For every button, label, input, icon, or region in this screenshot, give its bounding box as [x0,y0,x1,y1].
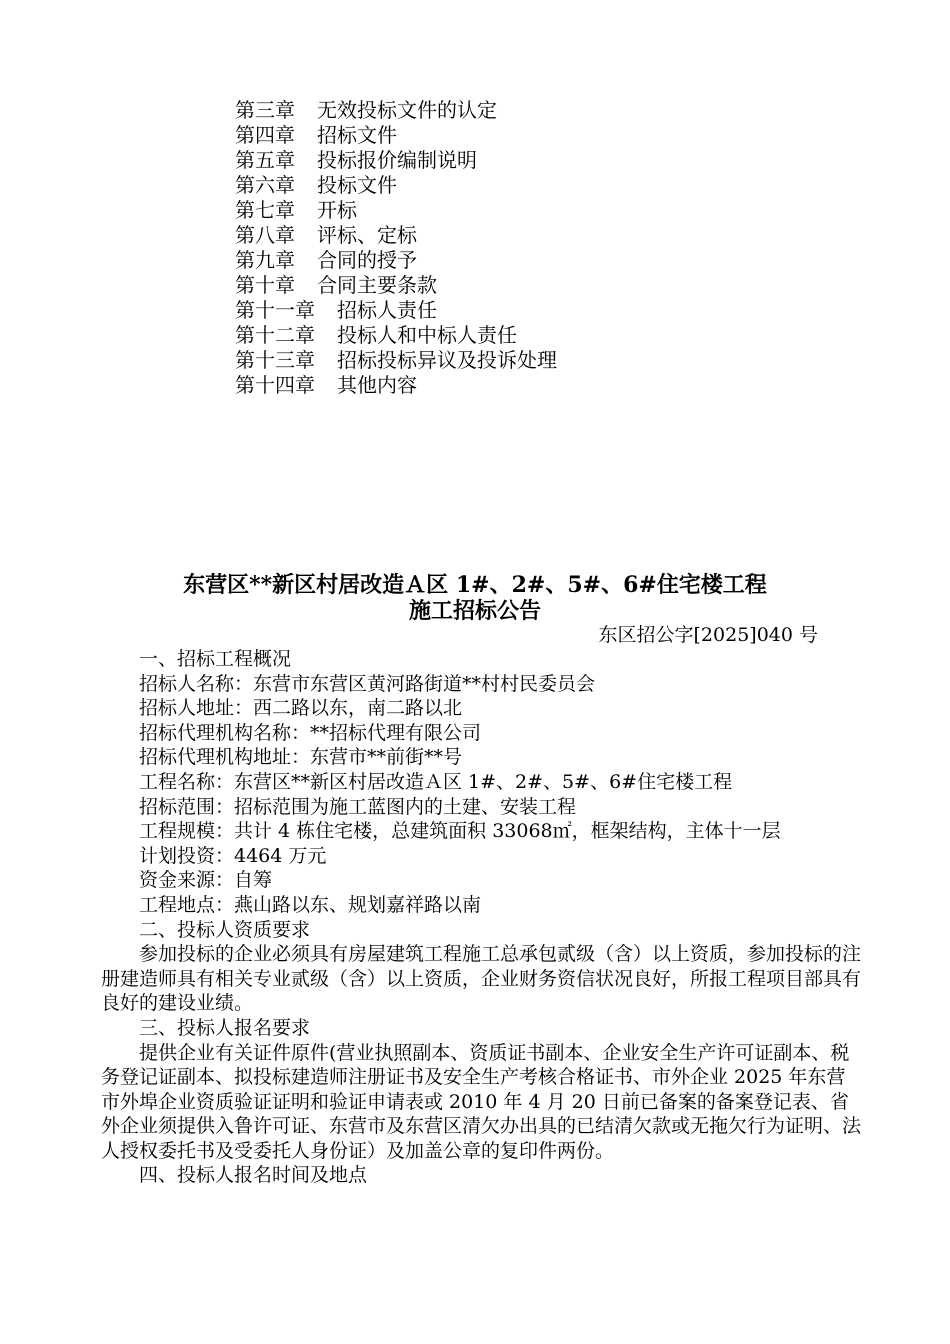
toc-chapter: 第十章 [235,273,295,297]
toc-chapter: 第八章 [235,223,295,247]
section-heading: 三、投标人报名要求 [139,1016,311,1039]
toc-title: 合同主要条款 [317,273,437,297]
toc-item [235,173,557,198]
funding-source: 资金来源：自筹 [139,869,273,892]
toc-item [235,248,557,273]
toc-chapter: 第四章 [235,123,295,147]
notice-title-line2: 施工招标公告 [408,598,541,624]
qualification-text: 参加投标的企业必须具有房屋建筑工程施工总承包贰级（含）以上资质，参加投标的注册建造师具有相关专业贰级（含）以上资质，企业财务资信状况良好，所报工程项目部具有良好的建设业绩。 [101,943,862,1015]
toc-title: 其他内容 [337,373,417,397]
toc-item [235,198,557,223]
toc-item [235,348,557,373]
project-scale: 工程规模：共计 4 栋住宅楼，总建筑面积 33068㎡，框架结构，主体十一层 [139,820,781,843]
toc-title: 招标人责任 [337,298,437,322]
registration-requirements-text: 提供企业有关证件原件(营业执照副本、资质证书副本、企业安全生产许可证副本、税务登记证副本、拟投标建造师注册证书及安全生产考核合格证书、市外企业 2025 年东营市外埠企业资质验证证明和验证申请表或 2010 年 4 月 20 日前已备案的备案登记表、省外企业须提供入鲁许可证、东营市及东营区清欠办出具的已结清欠款或无拖欠行为证明、法人授权委托书及受委托人身份证）及加盖公章的复印件两份。 [101,1041,862,1162]
toc-chapter: 第七章 [235,198,295,222]
project-name: 工程名称：东营区**新区村居改造Ａ区 1#、2#、5#、6#住宅楼工程 [139,770,733,793]
section-heading: 二、投标人资质要求 [139,918,311,941]
table-of-contents [235,98,557,398]
toc-item [235,273,557,298]
toc-chapter: 第十二章 [235,323,315,347]
toc-chapter: 第六章 [235,173,295,197]
toc-title: 招标文件 [317,123,397,147]
toc-title: 开标 [317,198,357,222]
section-heading: 一、招标工程概况 [139,648,292,670]
tender-scope: 招标范围：招标范围为施工蓝图内的土建、安装工程 [139,795,577,818]
toc-item [235,123,557,148]
toc-item [235,223,557,248]
tenderer-address: 招标人地址：西二路以东，南二路以北 [139,697,463,720]
toc-chapter: 第三章 [235,98,295,122]
notice-title-line1: 东营区**新区村居改造Ａ区 1#、2#、5#、6#住宅楼工程 [183,572,767,598]
toc-title: 投标报价编制说明 [317,148,477,172]
toc-item [235,148,557,173]
notice-body [101,647,861,1188]
tenderer-name: 招标人名称：东营市东营区黄河路街道**村村民委员会 [139,672,596,695]
toc-title: 投标文件 [317,173,397,197]
toc-item [235,298,557,323]
toc-item [235,98,557,123]
toc-chapter: 第五章 [235,148,295,172]
toc-item [235,373,557,398]
toc-chapter: 第九章 [235,248,295,272]
toc-chapter: 第十四章 [235,373,315,397]
agency-address: 招标代理机构地址：东营市**前街**号 [139,746,463,769]
toc-title: 招标投标异议及投诉处理 [337,348,557,372]
project-location: 工程地点：燕山路以东、规划嘉祥路以南 [139,893,482,916]
toc-chapter: 第十三章 [235,348,315,372]
toc-title: 评标、定标 [317,223,417,247]
toc-item [235,323,557,348]
toc-title: 投标人和中标人责任 [337,323,517,347]
document-number: 东区招公字[2025]040 号 [598,624,818,646]
toc-title: 无效投标文件的认定 [317,98,497,122]
agency-name: 招标代理机构名称：**招标代理有限公司 [139,721,482,744]
toc-title: 合同的授予 [317,248,417,272]
toc-chapter: 第十一章 [235,298,315,322]
planned-investment: 计划投资：4464 万元 [139,844,327,867]
section-heading: 四、投标人报名时间及地点 [139,1164,368,1187]
